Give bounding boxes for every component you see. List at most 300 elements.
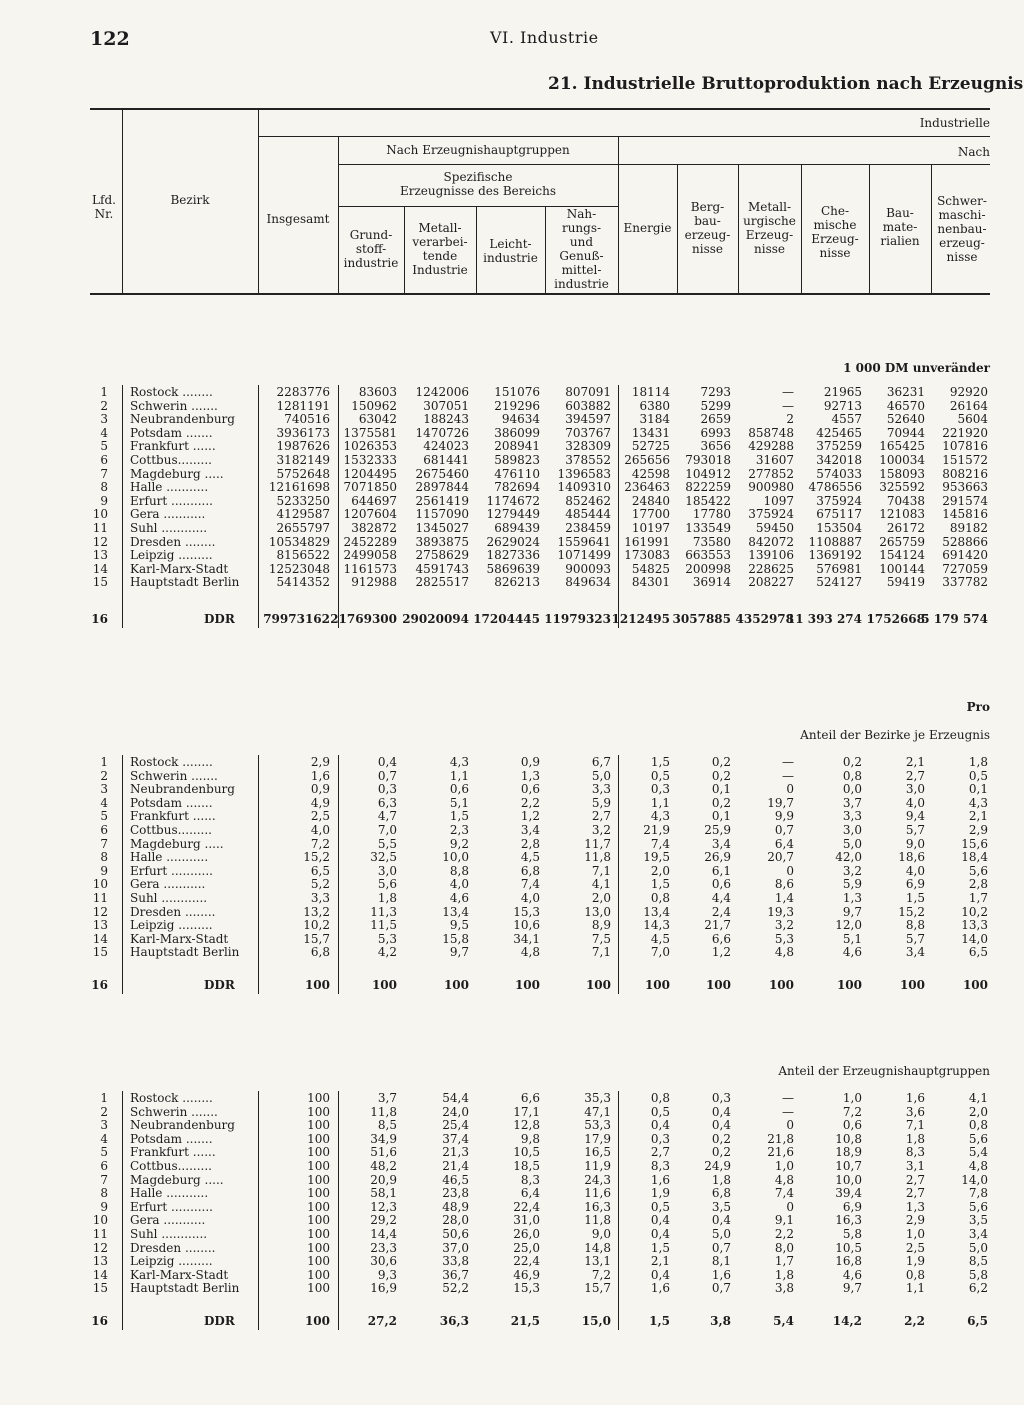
table-cell: 7,1	[591, 863, 611, 878]
table-cell: 6,6	[520, 1091, 540, 1105]
bezirk-name: Rostock ........	[130, 1091, 213, 1105]
table-cell: 100	[307, 1227, 330, 1241]
table-cell: 13,1	[584, 1254, 611, 1269]
table-cell: 100	[304, 978, 330, 992]
row-number: 1	[100, 755, 108, 769]
table-cell: 2,0	[650, 863, 670, 878]
table-cell: 3,7	[842, 795, 862, 810]
table-cell: 2,1	[968, 809, 988, 824]
bezirk-name: Cottbus.........	[130, 453, 212, 467]
table-cell: 154124	[879, 548, 925, 563]
table-row	[0, 562, 1024, 576]
table-row	[0, 1145, 1024, 1159]
bezirk-name: Magdeburg .....	[130, 836, 224, 851]
table-cell: 2561419	[415, 493, 469, 508]
table-cell: 1071499	[557, 548, 611, 563]
table-cell: 21,7	[704, 918, 731, 933]
row-number: 7	[100, 1172, 108, 1187]
table-cell: 1279449	[486, 507, 540, 522]
table-cell: 22,4	[513, 1254, 540, 1269]
table-cell: 2,8	[968, 877, 988, 892]
table-cell: 161991	[624, 534, 670, 549]
table-cell: 5414352	[276, 575, 330, 590]
table-cell: 11,6	[584, 1186, 611, 1201]
table-cell: 100	[307, 1159, 330, 1173]
table-cell: 18114	[631, 385, 670, 399]
table-cell: —	[782, 1104, 794, 1119]
table-cell: 5299	[700, 398, 731, 413]
table-cell: 0,6	[842, 1118, 862, 1133]
table-cell: 2,2	[904, 1314, 925, 1328]
table-cell: 5,1	[449, 795, 469, 810]
table-cell: 3,0	[842, 823, 862, 837]
table-cell: 0,5	[650, 768, 670, 783]
table-cell: 26,9	[704, 850, 731, 865]
bezirk-name: Halle ...........	[130, 1186, 209, 1201]
table-cell: 1532333	[343, 453, 397, 467]
table-cell: 689439	[494, 521, 540, 535]
table-cell: 7293	[700, 385, 731, 399]
table-cell: 0,2	[711, 1145, 731, 1160]
table-cell: 51,6	[370, 1145, 397, 1160]
table-cell: 59450	[755, 521, 794, 535]
table-cell: 3,3	[591, 782, 611, 797]
table-cell: 740516	[284, 412, 330, 427]
row-number: 5	[100, 439, 108, 454]
header-industrielle: Industrielle	[919, 116, 990, 130]
table-cell: 3,8	[710, 1314, 731, 1328]
table-cell: 8,1	[711, 1254, 731, 1269]
table-row	[0, 412, 1024, 426]
table-cell: 36914	[692, 575, 731, 590]
table-cell: 4591743	[415, 561, 469, 576]
table-cell: 7,5	[591, 931, 611, 946]
table-total-row	[0, 1314, 1024, 1328]
table-cell: 11,7	[584, 836, 611, 851]
table-cell: 6,5	[310, 863, 330, 878]
table-cell: 2452289	[343, 534, 397, 549]
table-cell: 2,5	[310, 809, 330, 824]
table-cell: 3656	[700, 439, 731, 454]
table-row	[0, 877, 1024, 891]
bezirk-name: Halle ...........	[130, 480, 209, 495]
table-cell: 1,6	[711, 1267, 731, 1282]
table-cell: 13,3	[961, 918, 988, 933]
table-cell: 10,5	[835, 1240, 862, 1255]
table-cell: 7,0	[377, 823, 397, 837]
table-cell: 13,4	[442, 904, 469, 919]
table-cell: 2655797	[276, 521, 330, 535]
table-cell: 30,6	[370, 1254, 397, 1269]
table-cell: 32,5	[370, 850, 397, 865]
table-cell: 7,2	[310, 836, 330, 851]
table-cell: 2	[786, 412, 794, 427]
bezirk-name: Suhl ............	[130, 891, 208, 905]
table-cell: 394597	[565, 412, 611, 427]
header-baumaterialien: Bau- mate- rialien	[880, 206, 920, 248]
table-row	[0, 823, 1024, 837]
header-nach: Nach	[957, 145, 990, 159]
table-cell: 150962	[351, 398, 397, 413]
table-cell: 1204495	[343, 466, 397, 481]
bezirk-name: Frankfurt ......	[130, 1145, 216, 1160]
table-cell: 100	[443, 978, 469, 992]
table-cell: 1,6	[650, 1172, 670, 1187]
table-cell: 7,2	[842, 1104, 862, 1119]
table-cell: 0,6	[711, 877, 731, 892]
table-cell: 0,5	[650, 1199, 670, 1214]
table-cell: 100	[514, 978, 540, 992]
total-label: DDR	[204, 612, 235, 626]
table-cell: 15,0	[581, 1314, 611, 1328]
table-cell: 1,4	[774, 891, 794, 905]
table-cell: 10,6	[513, 918, 540, 933]
table-cell: 9,4	[905, 809, 925, 824]
row-number: 10	[92, 507, 108, 522]
table-cell: 1161573	[343, 561, 397, 576]
header-bergbau: Berg- bau- erzeug- nisse	[684, 200, 731, 256]
table-cell: 12161698	[268, 480, 330, 495]
table-cell: 0,2	[711, 755, 731, 769]
table-cell: 158093	[879, 466, 925, 481]
row-number: 3	[100, 1118, 108, 1133]
table-cell: 6,9	[905, 877, 925, 892]
table-cell: 1174672	[486, 493, 540, 508]
table-cell: 0,3	[711, 1091, 731, 1105]
row-number: 5	[100, 809, 108, 824]
table-cell: 94634	[501, 412, 540, 427]
table-cell: 675117	[816, 507, 862, 522]
table-cell: 277852	[748, 466, 794, 481]
table-cell: 14,8	[584, 1240, 611, 1255]
table-cell: 3,0	[377, 863, 397, 878]
table-cell: 52640	[886, 412, 925, 427]
table-cell: 14,4	[370, 1227, 397, 1241]
table-row	[0, 1091, 1024, 1105]
table-cell: 13,2	[303, 904, 330, 919]
table-cell: 23,8	[442, 1186, 469, 1201]
table-cell: 10,0	[835, 1172, 862, 1187]
table-cell: 3,4	[905, 945, 925, 960]
table-cell: 0,4	[650, 1213, 670, 1228]
table-cell: 1157090	[415, 507, 469, 522]
row-number: 10	[92, 877, 108, 892]
table-row	[0, 864, 1024, 878]
table-cell: 17204445	[473, 612, 540, 626]
bezirk-name: Cottbus.........	[130, 823, 212, 837]
table-cell: —	[782, 768, 794, 783]
table-cell: 4,0	[905, 863, 925, 878]
table-cell: 1212495	[611, 612, 670, 626]
table-cell: 21965	[823, 385, 862, 399]
table-cell: 1,8	[377, 891, 397, 905]
row-number: 15	[92, 945, 108, 960]
table-cell: 4,3	[650, 809, 670, 824]
table-cell: 0,3	[377, 782, 397, 797]
header-lfd: Lfd. Nr.	[92, 193, 116, 221]
table-cell: 0,4	[711, 1104, 731, 1119]
row-number: 13	[92, 548, 108, 563]
table-cell: 1,1	[449, 768, 469, 783]
table-cell: 8156522	[276, 548, 330, 563]
table-cell: 9,8	[520, 1131, 540, 1146]
header-spezifische: Spezifische Erzeugnisse des Bereichs	[399, 170, 557, 198]
row-number: 12	[92, 1240, 108, 1255]
table-cell: 5,0	[968, 1240, 988, 1255]
row-number: 12	[92, 534, 108, 549]
table-cell: 691420	[942, 548, 988, 563]
table-cell: 1987626	[276, 439, 330, 454]
table-cell: 1,6	[310, 768, 330, 783]
table-cell: 2,9	[905, 1213, 925, 1228]
table-cell: 100	[307, 1104, 330, 1119]
table-cell: 1827336	[486, 548, 540, 563]
table-cell: 1,5	[649, 1314, 670, 1328]
table-row	[0, 480, 1024, 494]
table-cell: 0,7	[711, 1240, 731, 1255]
table-cell: 12,8	[513, 1118, 540, 1133]
table-cell: 100	[307, 1145, 330, 1160]
table-cell: 6,8	[711, 1186, 731, 1201]
table-cell: 27,2	[367, 1314, 397, 1328]
table-row	[0, 1227, 1024, 1241]
table-cell: 0,7	[711, 1281, 731, 1296]
table-cell: 6,1	[711, 863, 731, 878]
table-cell: 7,1	[591, 945, 611, 960]
table-cell: 12523048	[268, 561, 330, 576]
table-cell: 10534829	[268, 534, 330, 549]
table-cell: 11,3	[370, 904, 397, 919]
row-number: 3	[100, 782, 108, 797]
table-cell: 8,8	[905, 918, 925, 933]
row-number: 9	[100, 1199, 108, 1214]
table-cell: 4,0	[310, 823, 330, 837]
table-cell: 100	[899, 978, 925, 992]
table-row	[0, 796, 1024, 810]
header-leichtindustrie: Leicht- industrie	[483, 237, 538, 265]
table-cell: 236463	[624, 480, 670, 495]
table-cell: 3,2	[774, 918, 794, 933]
header-hauptgruppen: Nach Erzeugnishauptgruppen	[386, 143, 570, 157]
table-cell: 36,3	[439, 1314, 469, 1328]
table-cell: 574033	[816, 466, 862, 481]
table-cell: 0,3	[650, 782, 670, 797]
table-cell: 5,2	[310, 877, 330, 892]
total-label: DDR	[204, 1314, 235, 1328]
bezirk-name: Neubrandenburg	[130, 412, 235, 427]
table-cell: 15,2	[898, 904, 925, 919]
table-cell: 54,4	[442, 1091, 469, 1105]
table-cell: 11 393 274	[786, 612, 862, 626]
table-cell: 7,4	[650, 836, 670, 851]
table-cell: 807091	[565, 385, 611, 399]
table-cell: 151572	[942, 453, 988, 467]
table-cell: 9,2	[449, 836, 469, 851]
table-row	[0, 782, 1024, 796]
table-cell: 0,9	[310, 782, 330, 797]
table-cell: 15,7	[584, 1281, 611, 1296]
table-cell: 59419	[886, 575, 925, 590]
bezirk-name: Cottbus.........	[130, 1159, 212, 1173]
table-cell: 10,7	[835, 1159, 862, 1173]
table-cell: 5,9	[842, 877, 862, 892]
table-cell: 20,7	[767, 850, 794, 865]
table-cell: 9,7	[842, 904, 862, 919]
row-number: 7	[100, 466, 108, 481]
table-cell: 5,6	[968, 1199, 988, 1214]
table-row	[0, 399, 1024, 413]
table-cell: 11979323	[544, 612, 611, 626]
table-row	[0, 1268, 1024, 1282]
table-cell: 0,7	[377, 768, 397, 783]
table-cell: 12,3	[370, 1199, 397, 1214]
table-cell: 6,8	[520, 863, 540, 878]
table-cell: 0,9	[520, 755, 540, 769]
bezirk-name: Rostock ........	[130, 755, 213, 769]
table-cell: 37,0	[442, 1240, 469, 1255]
table-cell: 14,2	[832, 1314, 862, 1328]
table-cell: 58,1	[370, 1186, 397, 1201]
row-number: 2	[100, 398, 108, 413]
table-cell: 4,5	[650, 931, 670, 946]
table-cell: 100	[836, 978, 862, 992]
table-cell: 26172	[886, 521, 925, 535]
bezirk-name: Gera ...........	[130, 1213, 206, 1228]
table-cell: 100	[307, 1186, 330, 1201]
table-cell: 11,9	[584, 1159, 611, 1173]
header-schwermaschinenbau: Schwer- maschi- nenbau- erzeug- nisse	[937, 194, 987, 264]
table-cell: 2675460	[415, 466, 469, 481]
table-cell: 0,2	[711, 795, 731, 810]
table-cell: 13,0	[584, 904, 611, 919]
table-cell: 0,8	[650, 1091, 670, 1105]
table-cell: 121083	[879, 507, 925, 522]
table-cell: 7,4	[520, 877, 540, 892]
table-cell: 576981	[816, 561, 862, 576]
table-cell: 53,3	[584, 1118, 611, 1133]
table-cell: 5,4	[968, 1145, 988, 1160]
table-cell: 5,0	[842, 836, 862, 851]
table-cell: 9,0	[591, 1227, 611, 1241]
table-cell: 48,2	[370, 1159, 397, 1173]
table-cell: 4,8	[968, 1159, 988, 1173]
table-cell: 386099	[494, 425, 540, 440]
table-cell: 1,3	[520, 768, 540, 783]
table-cell: 3,4	[520, 823, 540, 837]
table-cell: 21,9	[643, 823, 670, 837]
table-cell: 17700	[631, 507, 670, 522]
table-cell: 3893875	[415, 534, 469, 549]
table-cell: 7,2	[591, 1267, 611, 1282]
bezirk-name: Erfurt ...........	[130, 1199, 213, 1214]
table-cell: 6,3	[377, 795, 397, 810]
table-cell: 307051	[423, 398, 469, 413]
table-cell: 8,3	[905, 1145, 925, 1160]
table-cell: 10,0	[442, 850, 469, 865]
bezirk-name: Karl-Marx-Stadt	[130, 1267, 229, 1282]
bezirk-name: Hauptstadt Berlin	[130, 945, 240, 960]
table-cell: 291574	[942, 493, 988, 508]
table-row	[0, 1132, 1024, 1146]
row-number: 13	[92, 918, 108, 933]
bezirk-name: Erfurt ...........	[130, 863, 213, 878]
table-cell: 2629024	[486, 534, 540, 549]
table-cell: 42,0	[835, 850, 862, 865]
table-cell: 221920	[942, 425, 988, 440]
bezirk-name: Potsdam .......	[130, 795, 213, 810]
table-cell: 8,5	[377, 1118, 397, 1133]
table-cell: 3,4	[711, 836, 731, 851]
table-cell: 1097	[763, 493, 794, 508]
row-number: 4	[100, 795, 108, 810]
table-cell: 52,2	[442, 1281, 469, 1296]
table-cell: 485444	[565, 507, 611, 522]
table-title: 21. Industrielle Bruttoproduktion nach Erzeugnis	[548, 74, 1024, 94]
table-cell: —	[782, 1091, 794, 1105]
table-cell: 703767	[565, 425, 611, 440]
table-cell: 1207604	[343, 507, 397, 522]
table-cell: 100	[768, 978, 794, 992]
bezirk-name: Suhl ............	[130, 521, 208, 535]
table-cell: 1752668	[866, 612, 925, 626]
table-cell: 2,7	[905, 1186, 925, 1201]
table-cell: 73580	[692, 534, 731, 549]
header-bezirk: Bezirk	[170, 193, 210, 207]
table-cell: 18,5	[513, 1159, 540, 1173]
table-cell: 1,9	[650, 1186, 670, 1201]
table-cell: 12,0	[835, 918, 862, 933]
table-cell: 14,0	[961, 931, 988, 946]
bezirk-name: Leipzig .........	[130, 918, 213, 933]
table-cell: 4557	[831, 412, 862, 427]
table-cell: 3,4	[968, 1227, 988, 1241]
table-cell: 17,1	[513, 1104, 540, 1119]
table-cell: 100	[307, 1254, 330, 1269]
row-number: 4	[100, 425, 108, 440]
table-cell: 0	[786, 1199, 794, 1214]
table-cell: 4,5	[520, 850, 540, 865]
table-cell: 9,1	[774, 1213, 794, 1228]
table-cell: 228625	[748, 561, 794, 576]
table-cell: 100034	[879, 453, 925, 467]
table-cell: 21,8	[767, 1131, 794, 1146]
table-cell: 681441	[423, 453, 469, 467]
table-row	[0, 507, 1024, 521]
table-cell: 4,3	[968, 795, 988, 810]
table-cell: 3057885	[672, 612, 731, 626]
table-cell: 6,7	[591, 755, 611, 769]
table-cell: 2,7	[905, 1172, 925, 1187]
bezirk-name: Hauptstadt Berlin	[130, 1281, 240, 1296]
row-number: 2	[100, 768, 108, 783]
table-cell: 24,3	[584, 1172, 611, 1187]
table-cell: 39,4	[835, 1186, 862, 1201]
table-cell: 0,4	[650, 1267, 670, 1282]
table-cell: 18,6	[898, 850, 925, 865]
table-cell: 9,7	[449, 945, 469, 960]
table-cell: 17780	[692, 507, 731, 522]
table-cell: 912988	[351, 575, 397, 590]
row-number: 14	[92, 931, 108, 946]
table-cell: 0	[786, 863, 794, 878]
table-cell: 15,6	[961, 836, 988, 851]
table-cell: 33,8	[442, 1254, 469, 1269]
table-cell: 2499058	[343, 548, 397, 563]
table-cell: 5,0	[711, 1227, 731, 1241]
table-cell: 425465	[816, 425, 862, 440]
chapter-title: VI. Industrie	[490, 28, 599, 47]
table-cell: 0,2	[711, 1131, 731, 1146]
